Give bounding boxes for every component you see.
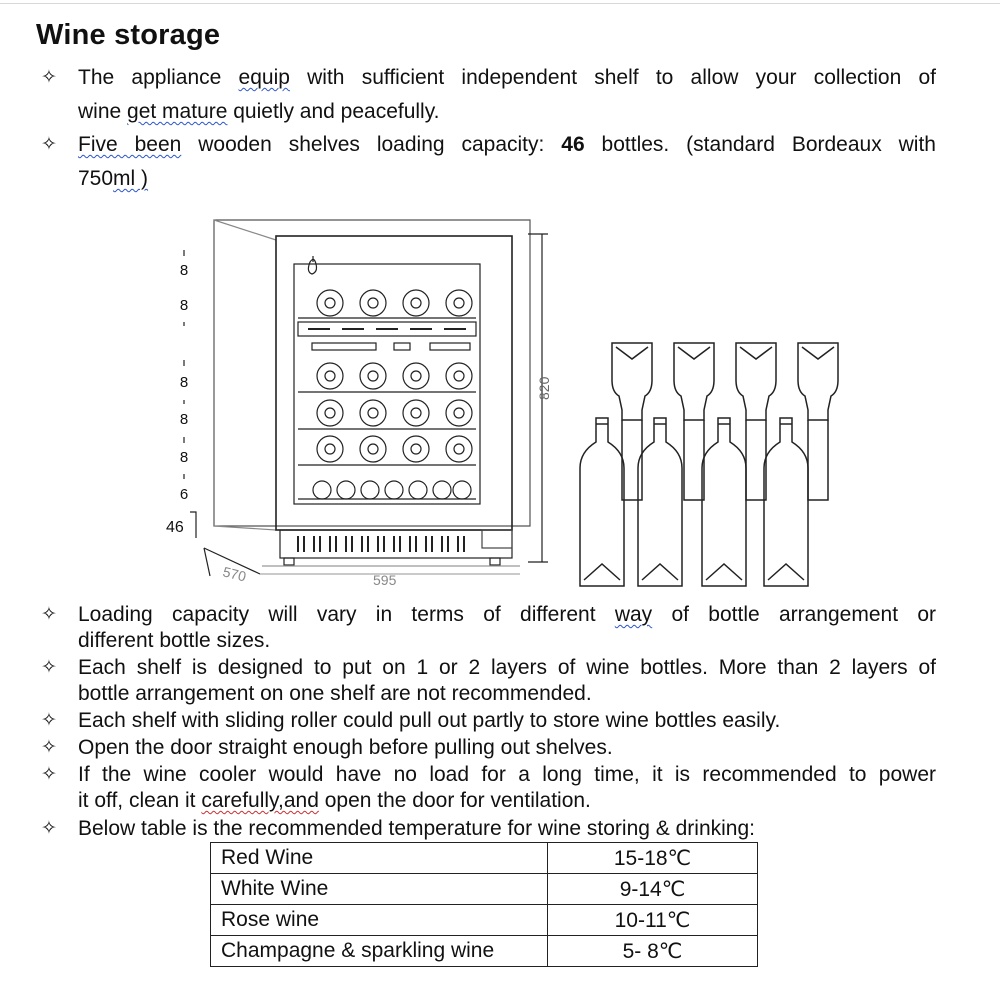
bullet-star-icon: ✧ [41, 604, 57, 625]
total-capacity: 46 [166, 519, 184, 536]
temperature-cell: 5- 8℃ [548, 936, 758, 967]
note-4-line-1: Open the door straight enough before pulling out shelves. [78, 736, 613, 759]
table-row [211, 843, 758, 874]
page-title: Wine storage [36, 19, 221, 51]
bullet-star-icon: ✧ [41, 67, 57, 88]
note-5-line-1: If the wine cooler would have no load for a long time, it is recommended to power [78, 763, 936, 786]
note-2-line-2: bottle arrangement on one shelf are not recommended. [78, 682, 592, 705]
note-1-line-1: Loading capacity will vary in terms of different way of bottle arrangement or [78, 603, 936, 626]
temperature-cell: 15-18℃ [548, 843, 758, 874]
temperature-cell: 10-11℃ [548, 905, 758, 936]
wine-type-cell: Red Wine [211, 843, 548, 874]
note-2-line-1: Each shelf is designed to put on 1 or 2 layers of wine bottles. More than 2 layers of [78, 656, 936, 679]
shelf-count-4: 8 [179, 411, 189, 428]
note-5-line-2: it off, clean it carefully,and open the door for ventilation. [78, 789, 591, 812]
intro-bullet-1-line-2: wine get mature quietly and peacefully. [78, 100, 440, 123]
table-row [211, 905, 758, 936]
top-rule [0, 3, 1000, 4]
intro-bullet-1-line-1: The appliance equip with sufficient independent shelf to allow your collection of [78, 66, 936, 89]
shelf-count-1: 8 [179, 262, 189, 279]
bullet-star-icon: ✧ [41, 657, 57, 678]
temperature-cell: 9-14℃ [548, 874, 758, 905]
shelf-count-3: 8 [179, 374, 189, 391]
shelf-count-6: 6 [179, 486, 189, 503]
note-1-line-2: different bottle sizes. [78, 629, 271, 652]
temperature-table [210, 842, 758, 967]
note-3-line-1: Each shelf with sliding roller could pull out partly to store wine bottles easily. [78, 709, 781, 732]
wine-cooler-diagram [0, 200, 1000, 600]
intro-bullet-2-line-1: Five been wooden shelves loading capacity: 46 bottles. (standard Bordeaux with [78, 133, 936, 156]
table-row [211, 936, 758, 967]
table-row [211, 874, 758, 905]
shelf-count-2: 8 [179, 297, 189, 314]
bullet-star-icon: ✧ [41, 818, 57, 839]
wine-type-cell: White Wine [211, 874, 548, 905]
bottle-stack-illustration [580, 343, 838, 586]
width-dimension: 595 [373, 572, 397, 588]
bullet-star-icon: ✧ [41, 737, 57, 758]
bullet-star-icon: ✧ [41, 134, 57, 155]
height-dimension: 820 [536, 376, 552, 400]
bullet-star-icon: ✧ [41, 710, 57, 731]
intro-bullet-2-line-2: 750ml ) [78, 167, 149, 190]
depth-dimension: 570 [221, 563, 248, 585]
wine-type-cell: Rose wine [211, 905, 548, 936]
shelf-count-5: 8 [179, 449, 189, 466]
bullet-star-icon: ✧ [41, 764, 57, 785]
note-6-line-1: Below table is the recommended temperature for wine storing & drinking: [78, 817, 756, 840]
wine-type-cell: Champagne & sparkling wine [211, 936, 548, 967]
